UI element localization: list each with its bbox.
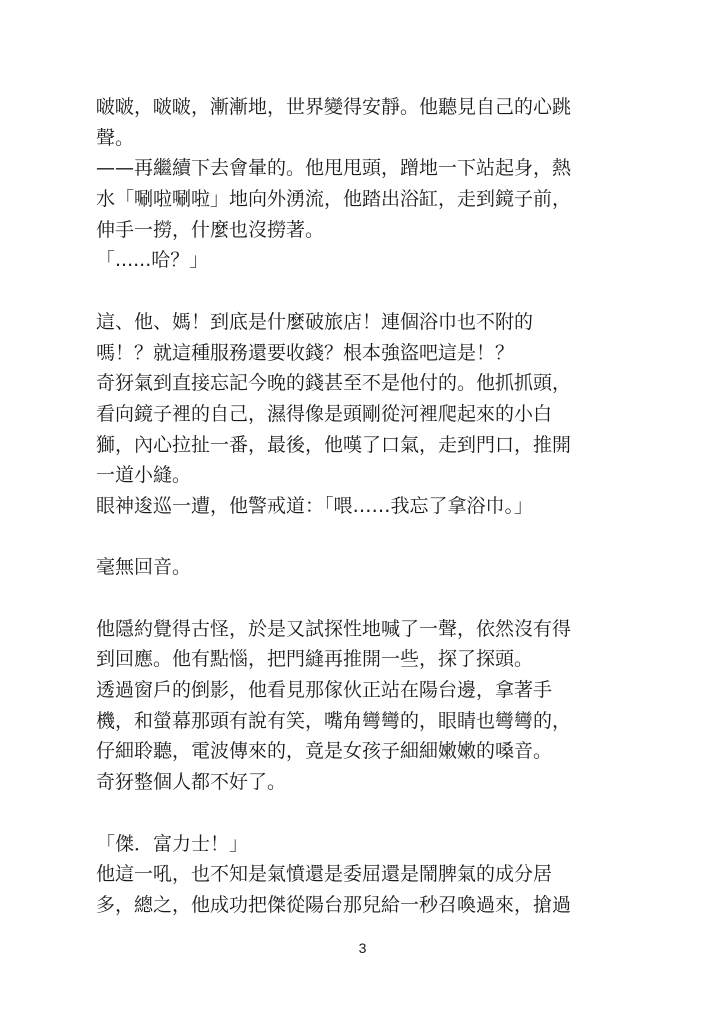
text-line: 「......哈？」 (96, 249, 209, 272)
text-line: 他隱約覺得古怪，於是又試探性地喊了一聲，依然沒有得 (96, 617, 572, 640)
body-text (96, 92, 626, 921)
text-line: 伸手一撈，什麼也沒撈著。 (96, 218, 325, 241)
blank-line (96, 583, 626, 614)
text-line: 嗎！？就這種服務還要收錢？根本強盜吧這是！？ (96, 341, 515, 364)
text-line: 眼神逡巡一遭，他警戒道：「喂……我忘了拿浴巾。」 (96, 494, 534, 517)
text-line: 一道小縫。 (96, 464, 192, 487)
blank-line (96, 276, 626, 307)
text-line: 啵啵，啵啵，漸漸地，世界變得安靜。他聽見自己的心跳 (96, 96, 572, 118)
blank-line (96, 798, 626, 829)
text-line: 毫無回音。 (96, 556, 192, 579)
text-line: 到回應。他有點惱，把門縫再推開一些，探了探頭。 (96, 648, 534, 671)
text-line: 這、他、媽！到底是什麼破旅店！連個浴巾也不附的 (96, 310, 534, 333)
blank-line (96, 522, 626, 553)
text-line: 看向鏡子裡的自己，濕得像是頭剛從河裡爬起來的小白 (96, 402, 553, 425)
text-line: 仔細聆聽，電波傳來的，竟是女孩子細細嫩嫩的嗓音。 (96, 740, 553, 763)
text-line: 聲。 (96, 126, 135, 149)
text-line: 多，總之，他成功把傑從陽台那兒給一秒召喚過來，搶過 (96, 893, 572, 916)
text-line: 機，和螢幕那頭有說有笑，嘴角彎彎的，眼睛也彎彎的， (96, 709, 572, 732)
text-line: 「傑．富力士！」 (96, 832, 249, 855)
page-number: 3 (358, 940, 367, 956)
text-line: 水「唰啦唰啦」地向外湧流，他踏出浴缸，走到鏡子前， (96, 188, 572, 211)
text-line: ——再繼續下去會暈的。他甩甩頭，蹭地一下站起身，熱 (96, 157, 572, 180)
text-line: 奇犽氣到直接忘記今晚的錢甚至不是他付的。他抓抓頭， (96, 372, 572, 395)
text-line: 他這一吼，也不知是氣憤還是委屈還是鬧脾氣的成分居 (96, 863, 553, 886)
text-line: 獅，內心拉扯一番，最後，他嘆了口氣，走到門口，推開 (96, 433, 572, 456)
text-line: 透過窗戶的倒影，他看見那傢伙正站在陽台邊，拿著手 (96, 679, 553, 702)
text-line: 奇犽整個人都不好了。 (96, 771, 287, 794)
